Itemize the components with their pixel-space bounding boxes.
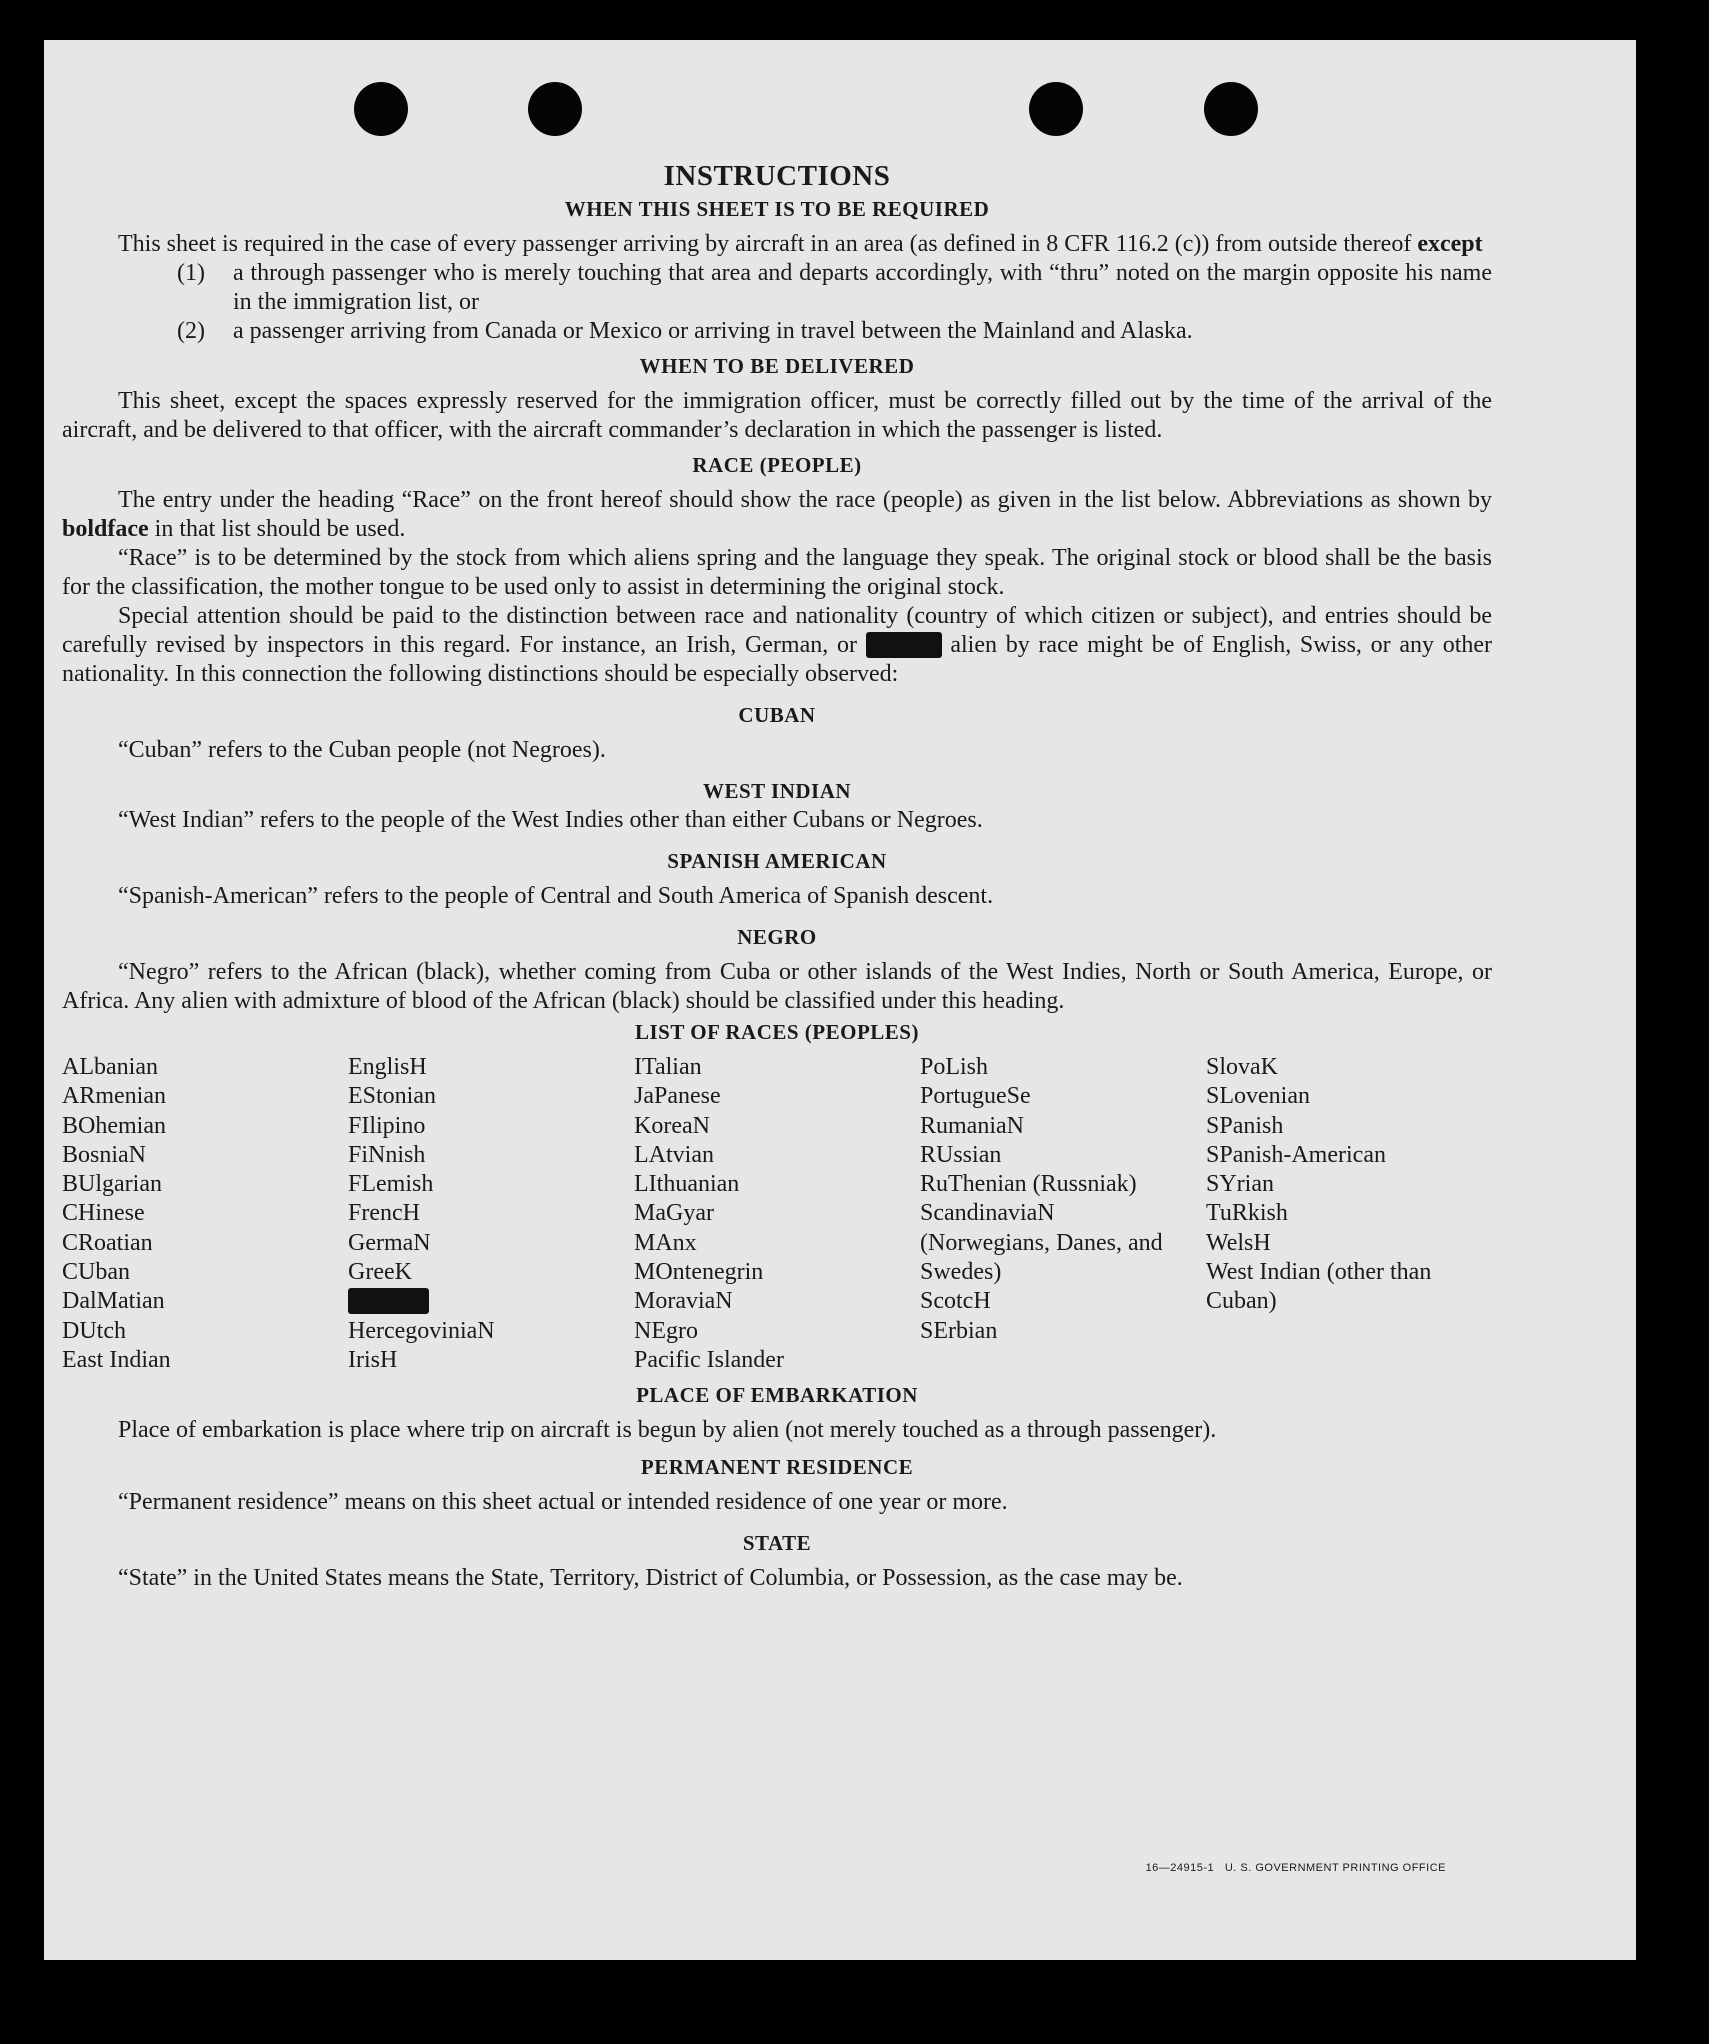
race-entry: SErbian xyxy=(920,1317,998,1344)
heading-spanish-american: SPANISH AMERICAN xyxy=(667,849,887,873)
race-entry: FiNnish xyxy=(348,1141,426,1168)
race-entry: DalMatian xyxy=(62,1288,165,1315)
race-entry: RUssian xyxy=(920,1141,1002,1168)
races-column xyxy=(920,1053,1206,1375)
race-entry: PortugueSe xyxy=(920,1083,1031,1110)
race-entry: NEgro xyxy=(634,1317,698,1344)
races-column xyxy=(634,1053,920,1375)
redaction-mark xyxy=(348,1288,429,1314)
heading-state: STATE xyxy=(742,1531,812,1556)
race-entry: GreeK xyxy=(348,1259,412,1286)
race-entry: WelsH xyxy=(1206,1229,1271,1256)
embarkation-text: Place of embarkation is place where trip on aircraft is begun by alien (not merely touched as a through passenger). xyxy=(118,1417,1217,1444)
race-entry: EStonian xyxy=(348,1083,436,1110)
race-entry: CRoatian xyxy=(62,1229,153,1256)
race-entry: BUlgarian xyxy=(62,1171,162,1198)
residence-text: “Permanent residence” means on this sheet actual or intended residence of one year or more. xyxy=(118,1489,1008,1516)
race-entry: West Indian (other than Cuban) xyxy=(1206,1259,1432,1315)
race-paragraph: The entry under the heading “Race” on the front hereof should show the race (people) as given in the list below. Abbreviations as shown by boldface in that list should be used. xyxy=(62,487,1492,542)
punch-hole xyxy=(528,82,582,136)
races-column xyxy=(348,1053,634,1375)
race-entry: FLemish xyxy=(348,1171,434,1198)
exception-item: (1) a through passenger who is merely touching that area and departs accordingly, with “thru” noted on the margin opposite his name in the immigration list, or xyxy=(177,260,1492,315)
race-entry: PoLish xyxy=(920,1054,989,1080)
race-entry: SPanish xyxy=(1206,1112,1284,1139)
race-entry: RumaniaN xyxy=(920,1112,1024,1139)
race-entry: SLovenian xyxy=(1206,1083,1310,1110)
heading-list-of-races: LIST OF RACES (PEOPLES) xyxy=(635,1020,919,1044)
cuban-text: “Cuban” refers to the Cuban people (not Negroes). xyxy=(118,737,606,763)
races-column xyxy=(62,1053,348,1375)
exception-item: (2) a passenger arriving from Canada or Mexico or arriving in travel between the Mainland and Alaska. xyxy=(177,318,1193,344)
races-column xyxy=(1206,1053,1492,1375)
race-entry: IrisH xyxy=(348,1346,398,1373)
race-entry: LIthuanian xyxy=(634,1171,740,1198)
race-entry: RuThenian (Russniak) xyxy=(920,1171,1137,1198)
instructions-text xyxy=(62,160,1492,1593)
heading-cuban: CUBAN xyxy=(738,703,816,727)
race-entry: CUban xyxy=(62,1259,130,1286)
race-entry: TuRkish xyxy=(1206,1200,1288,1227)
race-entry: KoreaN xyxy=(634,1112,710,1139)
race-entry: SPanish-American xyxy=(1206,1141,1386,1168)
race-entry: MaGyar xyxy=(634,1200,714,1227)
page-title: INSTRUCTIONS xyxy=(663,160,891,192)
heading-delivered: WHEN TO BE DELIVERED xyxy=(639,354,915,378)
required-intro: This sheet is required in the case of every passenger arriving by aircraft in an area (as defined in 8 CFR 116.2 (c)) from outside thereof except xyxy=(118,231,1483,257)
heading-embarkation: PLACE OF EMBARKATION xyxy=(636,1383,918,1408)
race-entry: ScandinaviaN (Norwegians, Danes, and Swedes) xyxy=(920,1200,1163,1286)
race-entry: ALbanian xyxy=(62,1054,158,1080)
delivered-text: This sheet, except the spaces expressly reserved for the immigration officer, must be correctly filled out by the time of the arrival of the aircraft, and be delivered to that officer, with the aircraft commander’s declaration in which the passenger is listed. xyxy=(62,388,1492,443)
race-entry: FIlipino xyxy=(348,1112,426,1139)
race-entry: DUtch xyxy=(62,1317,126,1344)
race-entry: JaPanese xyxy=(634,1083,721,1110)
race-entry: FrencH xyxy=(348,1200,420,1227)
race-entry: SYrian xyxy=(1206,1171,1274,1198)
heading-permanent-residence: PERMANENT RESIDENCE xyxy=(640,1455,914,1480)
race-entry: SlovaK xyxy=(1206,1054,1278,1080)
race-entry: GermaN xyxy=(348,1229,431,1256)
west-indian-text: “West Indian” refers to the people of the West Indies other than either Cubans or Negroes. xyxy=(118,807,983,833)
race-paragraph: Special attention should be paid to the distinction between race and nationality (country of which citizen or subject), and entries should be carefully revised by inspectors in this regard. For instance, an Irish, German, or alien by race might be of English, Swiss, or any other nationality. In this connection the following distinctions should be especially observed: xyxy=(62,603,1493,687)
punch-hole xyxy=(1029,82,1083,136)
punch-hole xyxy=(354,82,408,136)
race-entry: MoraviaN xyxy=(634,1288,733,1315)
heading-west-indian: WEST INDIAN xyxy=(702,779,852,803)
races-list xyxy=(62,1053,1492,1375)
negro-text: “Negro” refers to the African (black), whether coming from Cuba or other islands of the West Indies, North or South America, Europe, or Africa. Any alien with admixture of blood of the African (black) should be classified under this heading. xyxy=(62,959,1492,1014)
print-code: 16—24915-1 U. S. GOVERNMENT PRINTING OFFICE xyxy=(1145,1862,1446,1874)
race-entry: CHinese xyxy=(62,1200,145,1227)
punch-hole xyxy=(1204,82,1258,136)
race-entry: LAtvian xyxy=(634,1141,714,1168)
race-entry: ITalian xyxy=(634,1054,702,1080)
race-entry: BosniaN xyxy=(62,1141,146,1168)
race-entry: HercegoviniaN xyxy=(348,1317,495,1344)
redaction-mark xyxy=(866,632,942,658)
race-entry: ARmenian xyxy=(62,1083,166,1110)
heading-negro: NEGRO xyxy=(737,925,817,949)
race-entry: MAnx xyxy=(634,1229,697,1256)
state-text: “State” in the United States means the State, Territory, District of Columbia, or Possession, as the case may be. xyxy=(118,1565,1183,1592)
race-entry: Pacific Islander xyxy=(634,1346,784,1373)
race-entry: EnglisH xyxy=(348,1054,427,1080)
race-entry: East Indian xyxy=(62,1346,171,1373)
heading-race: RACE (PEOPLE) xyxy=(692,453,862,477)
race-entry: MOntenegrin xyxy=(634,1259,764,1286)
race-entry: ScotcH xyxy=(920,1288,991,1315)
race-paragraph: “Race” is to be determined by the stock from which aliens spring and the language they speak. The original stock or blood shall be the basis for the classification, the mother tongue to be used only to assist in determining the original stock. xyxy=(62,545,1492,600)
heading-required: WHEN THIS SHEET IS TO BE REQUIRED xyxy=(564,197,990,221)
document-sheet xyxy=(44,40,1636,1960)
race-entry: BOhemian xyxy=(62,1112,166,1139)
spanish-american-text: “Spanish-American” refers to the people of Central and South America of Spanish descent. xyxy=(118,883,994,909)
